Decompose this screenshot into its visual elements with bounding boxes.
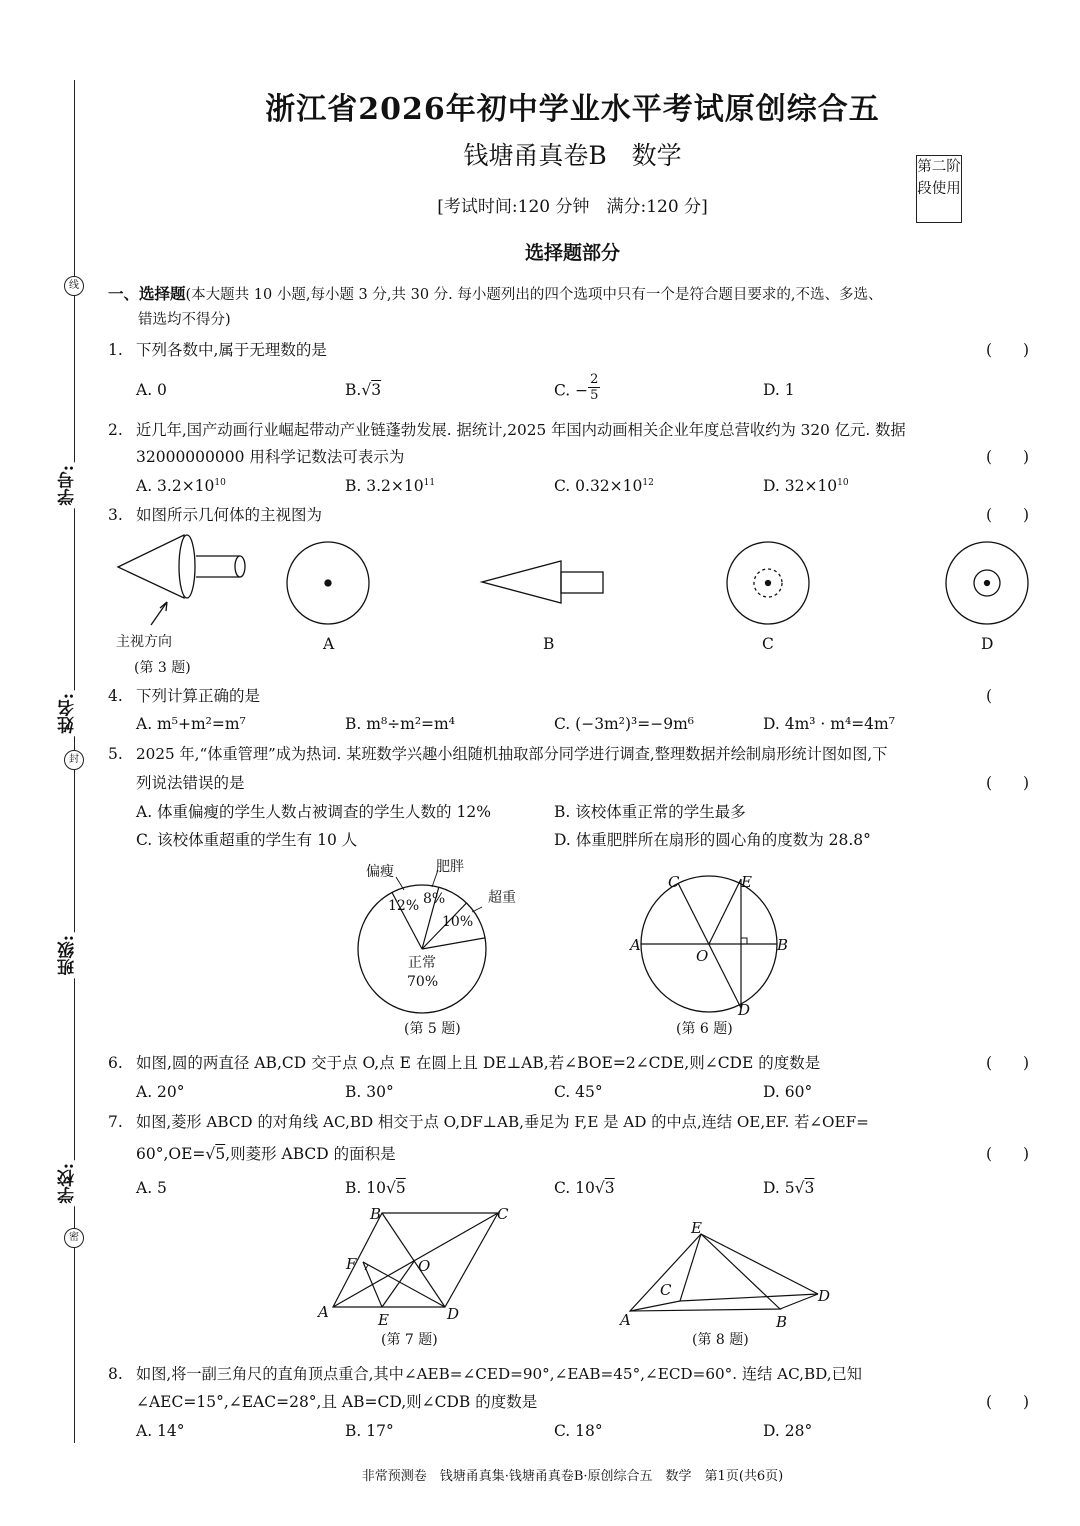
q7-point-o: O	[418, 1257, 431, 1275]
q3-option-a-figure	[287, 542, 369, 624]
q3-label-b: B	[543, 635, 555, 653]
q3-label-c: C	[762, 635, 774, 653]
q2-stem-1: 近几年,国产动画行业崛起带动产业链蓬勃发展. 据统计,2025 年国内动画相关企业年度总营收约为 320 亿元. 数据	[136, 421, 906, 439]
q8-point-a: A	[620, 1311, 631, 1329]
q7-stem-1: 如图,菱形 ABCD 的对角线 AC,BD 相交于点 O,DF⊥AB,垂足为 F,E 是 AD 的中点,连结 OE,EF. 若∠OEF=	[136, 1113, 869, 1131]
q5-figure-caption: (第 5 题)	[404, 1021, 461, 1037]
q7-option-d[interactable]: D. 5√3	[763, 1179, 815, 1197]
q4-answer-bracket[interactable]: (	[986, 687, 993, 705]
section-heading: 选择题部分	[524, 242, 620, 264]
q7-stem-2: 60°,OE=√5,则菱形 ABCD 的面积是	[136, 1145, 396, 1163]
q8-figure-caption: (第 8 题)	[692, 1332, 749, 1348]
q3-figures	[100, 530, 1050, 680]
q1-option-c[interactable]: C. − $\frac{2}{5}$	[554, 372, 599, 403]
q5-stem-1: 2025 年,“体重管理”成为热词. 某班数学兴趣小组随机抽取部分同学进行调查,整理数据并绘制扇形统计图如图,下	[136, 745, 888, 763]
class-label: 班级:	[55, 932, 80, 978]
q6-figure-caption: (第 6 题)	[676, 1021, 733, 1037]
pie-pct-overweight: 10%	[442, 914, 474, 930]
q3-option-d-figure	[946, 542, 1028, 624]
q6-option-a[interactable]: A. 20°	[136, 1083, 185, 1101]
q6-circle-figure	[620, 862, 800, 1022]
q3-option-c-figure	[727, 542, 809, 624]
q8-stem-1: 如图,将一副三角尺的直角顶点重合,其中∠AEB=∠CED=90°,∠EAB=45°,∠ECD=60°. 连结 AC,BD,已知	[136, 1365, 862, 1383]
q4-option-c[interactable]: C. (−3m²)³=−9m⁶	[554, 715, 694, 733]
q5-stem-2: 列说法错误的是	[136, 774, 245, 792]
q1-num: 1.	[108, 341, 123, 359]
q3-view-direction-label: 主视方向	[116, 634, 172, 650]
q8-point-e: E	[691, 1219, 702, 1237]
stage-badge: 第二阶段使用	[916, 155, 962, 223]
q7-option-c[interactable]: C. 10√3	[554, 1179, 615, 1197]
q6-point-e: E	[741, 873, 752, 891]
q4-option-a[interactable]: A. m⁵+m²=m⁷	[136, 715, 246, 733]
q7-point-c: C	[497, 1205, 509, 1223]
school-label: 学校:	[55, 1160, 80, 1206]
q6-point-c: C	[668, 873, 680, 891]
q7-num: 7.	[108, 1113, 123, 1131]
part-heading	[108, 284, 883, 305]
q2-option-a[interactable]: A. $3.2\times 10^{10}$	[136, 477, 226, 495]
page-footer: 非常预测卷 钱塘甬真集·钱塘甬真卷B·原创综合五 数学 第1页(共6页)	[361, 1469, 784, 1484]
q3-answer-bracket[interactable]: ( )	[986, 506, 1030, 524]
q7-point-a: A	[318, 1303, 329, 1321]
pie-pct-underweight: 12%	[388, 898, 420, 914]
q1-stem: 下列各数中,属于无理数的是	[136, 341, 327, 359]
q8-stem-2: ∠AEC=15°,∠EAC=28°,且 AB=CD,则∠CDB 的度数是	[136, 1393, 538, 1411]
pie-label-normal: 正常	[408, 955, 436, 971]
q7-point-d: D	[447, 1305, 460, 1323]
q7-option-a[interactable]: A. 5	[136, 1179, 167, 1197]
q6-answer-bracket[interactable]: ( )	[986, 1054, 1030, 1072]
q8-triangles-figure	[620, 1220, 830, 1320]
pie-label-underweight: 偏瘦	[366, 864, 394, 880]
q2-option-c[interactable]: C. $0.32\times 10^{12}$	[554, 477, 654, 495]
q8-num: 8.	[108, 1365, 123, 1383]
q6-option-d[interactable]: D. 60°	[763, 1083, 813, 1101]
q1-option-b[interactable]: B.√3	[345, 381, 382, 399]
pie-callout-line	[472, 907, 482, 912]
q3-solid-figure	[118, 535, 245, 625]
q5-option-a[interactable]: A. 体重偏瘦的学生人数占被调查的学生人数的 12%	[136, 803, 491, 821]
part-desc-2: 错选均不得分)	[138, 312, 231, 328]
q3-figure-caption: (第 3 题)	[134, 660, 191, 676]
q8-option-a[interactable]: A. 14°	[136, 1422, 185, 1440]
q6-stem: 如图,圆的两直径 AB,CD 交于点 O,点 E 在圆上且 DE⊥AB,若∠BOE=2∠CDE,则∠CDE 的度数是	[136, 1054, 821, 1072]
pie-label-obese: 肥胖	[436, 859, 464, 875]
q6-num: 6.	[108, 1054, 123, 1072]
q6-point-o: O	[696, 947, 709, 965]
q6-point-b: B	[777, 936, 789, 954]
q5-option-d[interactable]: D. 体重肥胖所在扇形的圆心角的度数为 28.8°	[554, 831, 871, 849]
part-title: 一、选择题	[108, 285, 186, 303]
pie-callout-line	[396, 877, 404, 890]
q5-option-c[interactable]: C. 该校体重超重的学生有 10 人	[136, 831, 358, 849]
q3-label-d: D	[981, 635, 994, 653]
q4-option-b[interactable]: B. m⁸÷m²=m⁴	[345, 715, 455, 733]
q8-option-c[interactable]: C. 18°	[554, 1422, 603, 1440]
seal-mark-feng: 封	[64, 750, 84, 770]
q2-num: 2.	[108, 421, 123, 439]
q7-point-e: E	[378, 1311, 389, 1329]
q6-option-c[interactable]: C. 45°	[554, 1083, 603, 1101]
q3-stem: 如图所示几何体的主视图为	[136, 506, 323, 524]
q6-point-d: D	[738, 1001, 751, 1019]
q8-point-b: B	[776, 1313, 788, 1331]
q3-label-a: A	[323, 635, 335, 653]
q7-answer-bracket[interactable]: ( )	[986, 1145, 1030, 1163]
q3-num: 3.	[108, 506, 123, 524]
q7-figure-caption: (第 7 题)	[381, 1332, 438, 1348]
seal-mark-xian: 线	[64, 276, 84, 296]
q4-num: 4.	[108, 687, 123, 705]
q2-stem-2: 32000000000 用科学记数法可表示为	[136, 448, 405, 466]
q1-answer-bracket[interactable]: ( )	[986, 341, 1030, 359]
q7-point-f: F	[346, 1255, 357, 1273]
q5-answer-bracket[interactable]: ( )	[986, 774, 1030, 792]
q8-point-d: D	[818, 1287, 831, 1305]
pie-pct-normal: 70%	[407, 974, 439, 990]
q7-point-b: B	[370, 1205, 382, 1223]
q3-option-b-figure	[482, 561, 603, 603]
q5-option-b[interactable]: B. 该校体重正常的学生最多	[554, 803, 746, 821]
pie-label-overweight: 超重	[488, 890, 516, 906]
q7-option-b[interactable]: B. 10√5	[345, 1179, 406, 1197]
seal-mark-mi: 密	[64, 1228, 84, 1248]
pie-pct-obese: 8%	[423, 891, 446, 907]
q2-option-b[interactable]: B. $3.2\times 10^{11}$	[345, 477, 436, 495]
exam-subtitle: 钱塘甬真卷B 数学	[463, 141, 682, 170]
q6-point-a: A	[630, 936, 641, 954]
exam-time-info: [考试时间:120 分钟 满分:120 分]	[437, 197, 708, 217]
q8-answer-bracket[interactable]: ( )	[986, 1393, 1030, 1411]
q1-option-d[interactable]: D. 1	[763, 381, 795, 399]
part-desc: (本大题共 10 小题,每小题 3 分,共 30 分. 每小题列出的四个选项中只有一个是符合题目要求的,不选、多选、	[185, 287, 883, 303]
q1-option-a[interactable]: A. 0	[136, 381, 167, 399]
student-name-label: 姓名:	[55, 690, 80, 736]
q8-point-c: C	[660, 1281, 672, 1299]
exam-title: 浙江省2026年初中学业水平考试原创综合五	[265, 92, 880, 127]
q4-stem: 下列计算正确的是	[136, 687, 261, 705]
q6-option-b[interactable]: B. 30°	[345, 1083, 394, 1101]
q8-option-d[interactable]: D. 28°	[763, 1422, 813, 1440]
q5-num: 5.	[108, 745, 123, 763]
q2-answer-bracket[interactable]: ( )	[986, 448, 1030, 466]
q8-option-b[interactable]: B. 17°	[345, 1422, 394, 1440]
student-number-label: 学号:	[55, 462, 80, 508]
q4-option-d[interactable]: D. 4m³ · m⁴=4m⁷	[763, 715, 895, 733]
q2-option-d[interactable]: D. $32\times 10^{10}$	[763, 477, 849, 495]
